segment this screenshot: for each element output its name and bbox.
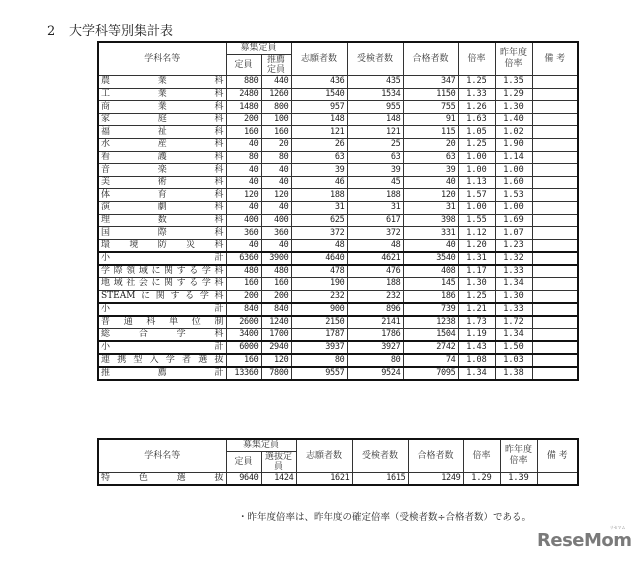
- header-last-year-top: 昨年度: [504, 445, 532, 456]
- cell-capacity: 40: [226, 202, 261, 215]
- cell-ratio: 1.00: [458, 202, 495, 215]
- cell-applicants: 4640: [291, 252, 347, 265]
- cell-examinees: 48: [347, 239, 403, 252]
- cell-capacity: 40: [226, 164, 261, 177]
- cell-second-capacity: 400: [261, 214, 291, 227]
- cell-applicants: 1621: [296, 473, 352, 486]
- cell-second-capacity: 200: [261, 290, 291, 303]
- cell-passed: 408: [403, 265, 458, 278]
- cell-ratio: 1.17: [458, 265, 495, 278]
- header-applicants: 志願者数: [291, 42, 347, 76]
- cell-last-year-ratio: 1.14: [495, 151, 532, 164]
- cell-capacity: 6360: [226, 252, 261, 265]
- cell-last-year-ratio: 1.50: [495, 341, 532, 354]
- cell-last-year-ratio: 1.30: [495, 101, 532, 114]
- row-name: 総合学科: [98, 328, 226, 341]
- table-row: [98, 290, 578, 303]
- table-row: [98, 367, 578, 380]
- section-title: 大学科等別集計表: [69, 24, 174, 39]
- resemom-watermark-logo: [537, 525, 632, 551]
- row-name: 看護科: [98, 151, 226, 164]
- cell-remarks: [532, 214, 578, 227]
- cell-applicants: 957: [291, 101, 347, 114]
- cell-remarks: [532, 367, 578, 380]
- section-number: 2: [47, 24, 56, 39]
- cell-ratio: 1.73: [458, 316, 495, 329]
- cell-second-capacity: 3900: [261, 252, 291, 265]
- cell-applicants: 190: [291, 278, 347, 291]
- cell-remarks: [532, 88, 578, 101]
- row-name: 小計: [98, 341, 226, 354]
- table-row: [98, 88, 578, 101]
- header-last-year-top: 昨年度: [499, 48, 527, 59]
- cell-ratio: 1.00: [458, 151, 495, 164]
- header-name: 学科名等: [98, 439, 226, 473]
- cell-capacity: 6000: [226, 341, 261, 354]
- table-row: [98, 227, 578, 240]
- row-name: 商業科: [98, 101, 226, 114]
- cell-last-year-ratio: 1.32: [495, 252, 532, 265]
- cell-second-capacity: 160: [261, 126, 291, 139]
- cell-second-capacity: 1424: [261, 473, 296, 486]
- cell-capacity: 120: [226, 189, 261, 202]
- cell-ratio: 1.25: [458, 76, 495, 89]
- cell-second-capacity: 1260: [261, 88, 291, 101]
- cell-remarks: [532, 126, 578, 139]
- cell-remarks: [532, 316, 578, 329]
- cell-applicants: 63: [291, 151, 347, 164]
- cell-ratio: 1.08: [458, 354, 495, 367]
- cell-passed: 3540: [403, 252, 458, 265]
- cell-remarks: [532, 239, 578, 252]
- header-examinees: 受検者数: [347, 42, 403, 76]
- cell-last-year-ratio: 1.90: [495, 139, 532, 152]
- cell-remarks: [532, 252, 578, 265]
- cell-capacity: 360: [226, 227, 261, 240]
- cell-second-capacity: 800: [261, 101, 291, 114]
- cell-applicants: 478: [291, 265, 347, 278]
- row-name: 環境防災科: [98, 239, 226, 252]
- header-name: 学科名等: [98, 42, 226, 76]
- table-row: [98, 328, 578, 341]
- cell-remarks: [532, 202, 578, 215]
- cell-ratio: 1.00: [458, 164, 495, 177]
- cell-last-year-ratio: 1.29: [495, 88, 532, 101]
- cell-applicants: 188: [291, 189, 347, 202]
- row-name: 工業科: [98, 88, 226, 101]
- cell-second-capacity: 360: [261, 227, 291, 240]
- cell-second-capacity: 440: [261, 76, 291, 89]
- table-row: [98, 214, 578, 227]
- cell-capacity: 160: [226, 354, 261, 367]
- cell-last-year-ratio: 1.69: [495, 214, 532, 227]
- cell-examinees: 1786: [347, 328, 403, 341]
- cell-passed: 91: [403, 113, 458, 126]
- header-last-year-ratio: [495, 42, 532, 76]
- cell-examinees: 188: [347, 278, 403, 291]
- row-name: 音楽科: [98, 164, 226, 177]
- cell-passed: 74: [403, 354, 458, 367]
- cell-ratio: 1.26: [458, 101, 495, 114]
- cell-passed: 115: [403, 126, 458, 139]
- cell-last-year-ratio: 1.34: [495, 278, 532, 291]
- cell-examinees: 9524: [347, 367, 403, 380]
- cell-passed: 31: [403, 202, 458, 215]
- cell-remarks: [532, 139, 578, 152]
- cell-capacity: 1480: [226, 101, 261, 114]
- header-recommend-capacity: 推薦定員: [261, 55, 291, 76]
- header-selection-capacity: 選抜定員: [261, 452, 296, 473]
- cell-second-capacity: 7800: [261, 367, 291, 380]
- cell-capacity: 9640: [226, 473, 261, 486]
- table-row: [98, 278, 578, 291]
- cell-examinees: 25: [347, 139, 403, 152]
- cell-capacity: 3400: [226, 328, 261, 341]
- cell-examinees: 39: [347, 164, 403, 177]
- cell-examinees: 188: [347, 189, 403, 202]
- cell-capacity: 200: [226, 290, 261, 303]
- cell-passed: 2742: [403, 341, 458, 354]
- cell-second-capacity: 840: [261, 303, 291, 316]
- cell-ratio: 1.63: [458, 113, 495, 126]
- cell-remarks: [532, 341, 578, 354]
- cell-examinees: 1534: [347, 88, 403, 101]
- header-capacity: 定員: [226, 452, 261, 473]
- cell-second-capacity: 2940: [261, 341, 291, 354]
- table-row: [98, 113, 578, 126]
- cell-ratio: 1.57: [458, 189, 495, 202]
- table-row: [98, 341, 578, 354]
- cell-passed: 63: [403, 151, 458, 164]
- header-examinees: 受検者数: [352, 439, 408, 473]
- cell-last-year-ratio: 1.39: [500, 473, 537, 486]
- cell-passed: 40: [403, 239, 458, 252]
- row-name: 農業科: [98, 76, 226, 89]
- cell-capacity: 40: [226, 176, 261, 189]
- cell-second-capacity: 40: [261, 176, 291, 189]
- cell-examinees: 148: [347, 113, 403, 126]
- cell-capacity: 480: [226, 265, 261, 278]
- cell-capacity: 400: [226, 214, 261, 227]
- cell-second-capacity: 80: [261, 151, 291, 164]
- row-name: 国際科: [98, 227, 226, 240]
- cell-ratio: 1.13: [458, 176, 495, 189]
- cell-passed: 40: [403, 176, 458, 189]
- cell-last-year-ratio: 1.53: [495, 189, 532, 202]
- table-row: [98, 202, 578, 215]
- cell-examinees: 955: [347, 101, 403, 114]
- cell-passed: 1150: [403, 88, 458, 101]
- table-row: [98, 151, 578, 164]
- cell-examinees: 476: [347, 265, 403, 278]
- cell-last-year-ratio: 1.33: [495, 265, 532, 278]
- cell-applicants: 26: [291, 139, 347, 152]
- header-ratio: 倍率: [458, 42, 495, 76]
- cell-applicants: 1540: [291, 88, 347, 101]
- cell-capacity: 200: [226, 113, 261, 126]
- cell-applicants: 46: [291, 176, 347, 189]
- cell-applicants: 148: [291, 113, 347, 126]
- cell-ratio: 1.31: [458, 252, 495, 265]
- cell-passed: 39: [403, 164, 458, 177]
- cell-examinees: 435: [347, 76, 403, 89]
- cell-last-year-ratio: 1.33: [495, 303, 532, 316]
- header-passed: 合格者数: [408, 439, 463, 473]
- cell-remarks: [532, 303, 578, 316]
- cell-last-year-ratio: 1.30: [495, 290, 532, 303]
- cell-applicants: 48: [291, 239, 347, 252]
- logo-kana: リセマム: [609, 525, 626, 530]
- cell-remarks: [532, 278, 578, 291]
- cell-applicants: 80: [291, 354, 347, 367]
- cell-examinees: 121: [347, 126, 403, 139]
- table-row: [98, 101, 578, 114]
- cell-examinees: 2141: [347, 316, 403, 329]
- table-row: [98, 239, 578, 252]
- cell-capacity: 13360: [226, 367, 261, 380]
- cell-ratio: 1.34: [458, 367, 495, 380]
- table-row: [98, 76, 578, 89]
- cell-second-capacity: 40: [261, 239, 291, 252]
- cell-remarks: [532, 164, 578, 177]
- header-remarks: 備 考: [532, 42, 578, 76]
- row-name: 体育科: [98, 189, 226, 202]
- cell-passed: 398: [403, 214, 458, 227]
- cell-examinees: 45: [347, 176, 403, 189]
- cell-remarks: [532, 290, 578, 303]
- row-name: 小計: [98, 303, 226, 316]
- header-ratio: 倍率: [463, 439, 500, 473]
- section-heading: [47, 20, 173, 39]
- cell-remarks: [532, 101, 578, 114]
- header-applicants: 志願者数: [296, 439, 352, 473]
- cell-applicants: 232: [291, 290, 347, 303]
- cell-second-capacity: 100: [261, 113, 291, 126]
- cell-examinees: 63: [347, 151, 403, 164]
- cell-second-capacity: 120: [261, 354, 291, 367]
- cell-remarks: [532, 113, 578, 126]
- cell-ratio: 1.21: [458, 303, 495, 316]
- cell-applicants: 3937: [291, 341, 347, 354]
- cell-passed: 145: [403, 278, 458, 291]
- row-name: 小計: [98, 252, 226, 265]
- row-name: 特色選抜: [98, 473, 226, 486]
- cell-examinees: 80: [347, 354, 403, 367]
- special-selection-table: [97, 438, 579, 486]
- cell-passed: 186: [403, 290, 458, 303]
- table-row: [98, 316, 578, 329]
- cell-second-capacity: 120: [261, 189, 291, 202]
- cell-ratio: 1.25: [458, 290, 495, 303]
- cell-remarks: [532, 189, 578, 202]
- cell-second-capacity: 1240: [261, 316, 291, 329]
- cell-last-year-ratio: 1.38: [495, 367, 532, 380]
- cell-capacity: 880: [226, 76, 261, 89]
- table-row: [98, 176, 578, 189]
- cell-capacity: 40: [226, 239, 261, 252]
- cell-last-year-ratio: 1.02: [495, 126, 532, 139]
- cell-passed: 1238: [403, 316, 458, 329]
- cell-applicants: 625: [291, 214, 347, 227]
- table-row: [98, 252, 578, 265]
- cell-ratio: 1.43: [458, 341, 495, 354]
- header-capacity-group: 募集定員: [226, 42, 291, 55]
- cell-remarks: [532, 227, 578, 240]
- row-name: STEAMに関する学科: [98, 290, 226, 303]
- cell-second-capacity: 480: [261, 265, 291, 278]
- row-name: 美術科: [98, 176, 226, 189]
- cell-last-year-ratio: 1.07: [495, 227, 532, 240]
- cell-applicants: 121: [291, 126, 347, 139]
- cell-last-year-ratio: 1.23: [495, 239, 532, 252]
- cell-passed: 347: [403, 76, 458, 89]
- cell-capacity: 840: [226, 303, 261, 316]
- row-name: 学際領域に関する学科: [98, 265, 226, 278]
- row-name: 福祉科: [98, 126, 226, 139]
- table-row: [98, 139, 578, 152]
- cell-capacity: 80: [226, 151, 261, 164]
- cell-remarks: [532, 265, 578, 278]
- cell-ratio: 1.55: [458, 214, 495, 227]
- cell-passed: 1504: [403, 328, 458, 341]
- row-name: 水産科: [98, 139, 226, 152]
- cell-passed: 120: [403, 189, 458, 202]
- cell-examinees: 896: [347, 303, 403, 316]
- cell-examinees: 617: [347, 214, 403, 227]
- footnote: ・昨年度倍率は、昨年度の確定倍率（受検者数÷合格者数）である。: [238, 512, 531, 523]
- cell-ratio: 1.19: [458, 328, 495, 341]
- cell-examinees: 4621: [347, 252, 403, 265]
- header-passed: 合格者数: [403, 42, 458, 76]
- row-name: 家庭科: [98, 113, 226, 126]
- cell-last-year-ratio: 1.72: [495, 316, 532, 329]
- cell-applicants: 372: [291, 227, 347, 240]
- cell-applicants: 900: [291, 303, 347, 316]
- row-name: 地域社会に関する学科: [98, 278, 226, 291]
- cell-examinees: 3927: [347, 341, 403, 354]
- cell-capacity: 2480: [226, 88, 261, 101]
- row-name: 推薦計: [98, 367, 226, 380]
- cell-applicants: 39: [291, 164, 347, 177]
- cell-remarks: [537, 473, 578, 486]
- table-row: [98, 354, 578, 367]
- cell-second-capacity: 160: [261, 278, 291, 291]
- cell-ratio: 1.33: [458, 88, 495, 101]
- cell-second-capacity: 1700: [261, 328, 291, 341]
- cell-passed: 7095: [403, 367, 458, 380]
- cell-passed: 331: [403, 227, 458, 240]
- header-last-year-ratio: [500, 439, 537, 473]
- cell-remarks: [532, 328, 578, 341]
- row-name: 演劇科: [98, 202, 226, 215]
- cell-last-year-ratio: 1.00: [495, 202, 532, 215]
- cell-ratio: 1.05: [458, 126, 495, 139]
- cell-applicants: 2150: [291, 316, 347, 329]
- cell-examinees: 1615: [352, 473, 408, 486]
- cell-passed: 739: [403, 303, 458, 316]
- row-name: 普通科単位制: [98, 316, 226, 329]
- cell-capacity: 160: [226, 126, 261, 139]
- cell-ratio: 1.12: [458, 227, 495, 240]
- table-row: [98, 164, 578, 177]
- cell-examinees: 232: [347, 290, 403, 303]
- cell-remarks: [532, 176, 578, 189]
- cell-ratio: 1.25: [458, 139, 495, 152]
- cell-passed: 755: [403, 101, 458, 114]
- cell-passed: 20: [403, 139, 458, 152]
- header-capacity: 定員: [226, 55, 261, 76]
- cell-second-capacity: 20: [261, 139, 291, 152]
- cell-applicants: 436: [291, 76, 347, 89]
- header-last-year-bottom: 倍率: [509, 456, 528, 467]
- cell-second-capacity: 40: [261, 164, 291, 177]
- cell-last-year-ratio: 1.35: [495, 76, 532, 89]
- cell-ratio: 1.20: [458, 239, 495, 252]
- cell-remarks: [532, 151, 578, 164]
- cell-applicants: 31: [291, 202, 347, 215]
- cell-capacity: 40: [226, 139, 261, 152]
- cell-capacity: 2600: [226, 316, 261, 329]
- cell-capacity: 160: [226, 278, 261, 291]
- table-row: [98, 189, 578, 202]
- cell-last-year-ratio: 1.34: [495, 328, 532, 341]
- cell-applicants: 9557: [291, 367, 347, 380]
- header-remarks: 備 考: [537, 439, 578, 473]
- cell-last-year-ratio: 1.40: [495, 113, 532, 126]
- table-row: [98, 126, 578, 139]
- cell-examinees: 372: [347, 227, 403, 240]
- cell-second-capacity: 40: [261, 202, 291, 215]
- cell-last-year-ratio: 1.00: [495, 164, 532, 177]
- table-row: [98, 303, 578, 316]
- cell-remarks: [532, 354, 578, 367]
- table-row: [98, 473, 578, 486]
- cell-examinees: 31: [347, 202, 403, 215]
- row-name: 理数科: [98, 214, 226, 227]
- header-capacity-group: 募集定員: [226, 439, 296, 452]
- row-name: 連携型入学者選抜: [98, 354, 226, 367]
- cell-last-year-ratio: 1.03: [495, 354, 532, 367]
- cell-last-year-ratio: 1.60: [495, 176, 532, 189]
- cell-ratio: 1.30: [458, 278, 495, 291]
- department-summary-table: [97, 41, 579, 381]
- table-row: [98, 265, 578, 278]
- logo-text: ReseMom: [537, 530, 632, 551]
- cell-ratio: 1.29: [463, 473, 500, 486]
- cell-applicants: 1787: [291, 328, 347, 341]
- cell-passed: 1249: [408, 473, 463, 486]
- cell-remarks: [532, 76, 578, 89]
- header-last-year-bottom: 倍率: [504, 59, 523, 70]
